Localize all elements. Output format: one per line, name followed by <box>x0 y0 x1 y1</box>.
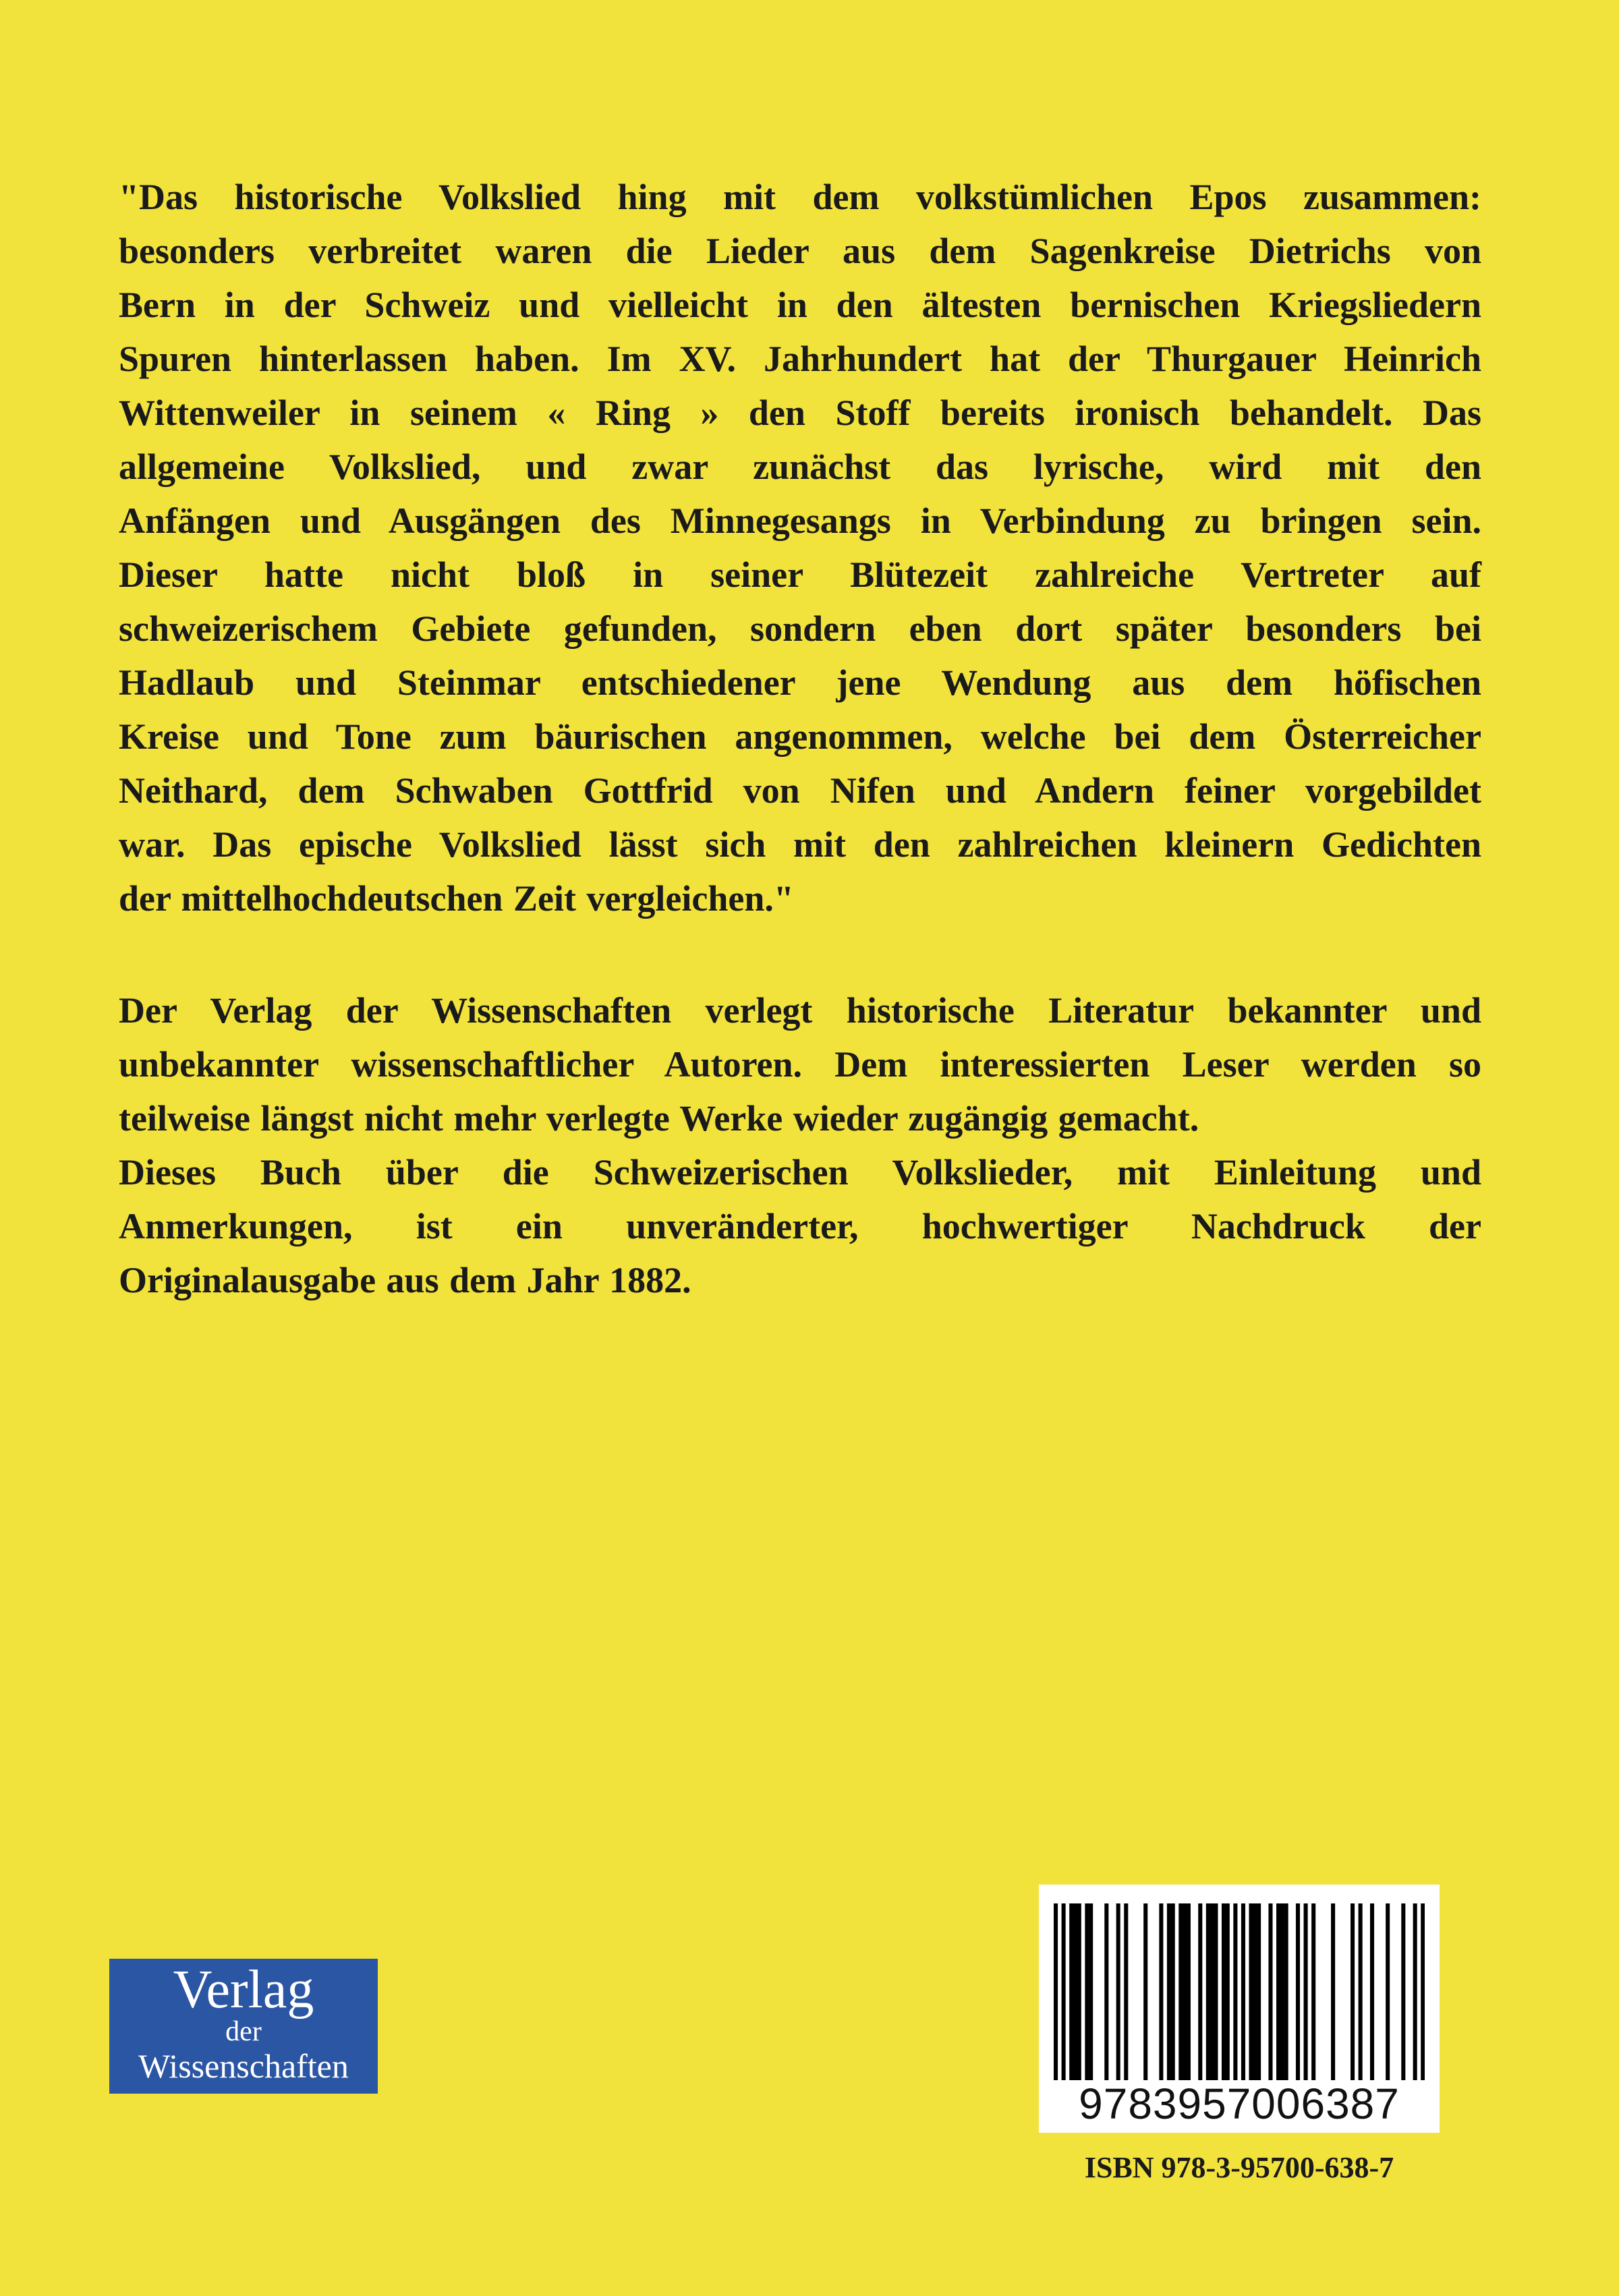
publisher-line: Der Verlag der Wissenschaften verlegt historische Literatur bekannter und <box>119 990 1481 1031</box>
barcode <box>1039 1885 1440 2133</box>
barcode-bar <box>1241 1903 1245 2080</box>
quote-line: Neithard, dem Schwaben Gottfrid von Nifen und Andern feiner vorgebildet <box>119 770 1481 811</box>
logo-line-der: der <box>225 2016 262 2047</box>
barcode-bar <box>1421 1903 1425 2080</box>
logo-line-wissenschaften: Wissenschaften <box>138 2047 349 2085</box>
publisher-line: Anmerkungen, ist ein unveränderter, hochwertiger Nachdruck der <box>119 1206 1481 1246</box>
barcode-bar <box>1296 1903 1300 2080</box>
barcode-bar <box>1233 1903 1237 2080</box>
logo-line-verlag: Verlag <box>173 1960 314 2019</box>
barcode-bar <box>1069 1903 1073 2080</box>
quote-paragraph <box>119 170 1481 925</box>
barcode-bar <box>1089 1903 1093 2080</box>
barcode-bar <box>1104 1903 1108 2080</box>
barcode-bar <box>1178 1903 1183 2080</box>
quote-line: allgemeine Volkslied, und zwar zunächst das lyrische, wird mit den <box>119 447 1481 487</box>
publisher-line: Dieses Buch über die Schweizerischen Volkslieder, mit Einleitung und <box>119 1152 1481 1193</box>
barcode-bars <box>1054 1903 1425 2080</box>
barcode-bar <box>1304 1903 1308 2080</box>
quote-line: der mittelhochdeutschen Zeit vergleichen." <box>119 878 794 919</box>
publisher-line: teilweise längst nicht mehr verlegte Werke wieder zugängig gemacht. <box>119 1098 1199 1139</box>
barcode-bar <box>1276 1903 1280 2080</box>
barcode-bar <box>1351 1903 1355 2080</box>
barcode-bar <box>1253 1903 1257 2080</box>
barcode-bar <box>1214 1903 1218 2080</box>
barcode-bar <box>1062 1903 1066 2080</box>
barcode-bar <box>1143 1903 1147 2080</box>
quote-line: "Das historische Volkslied hing mit dem volkstümlichen Epos zusammen: <box>119 177 1481 217</box>
barcode-bar <box>1413 1903 1417 2080</box>
barcode-bar <box>1171 1903 1175 2080</box>
barcode-bar <box>1359 1903 1363 2080</box>
barcode-bar <box>1206 1903 1210 2080</box>
quote-line: Anfängen und Ausgängen des Minnegesangs in Verbindung zu bringen sein. <box>119 500 1481 541</box>
barcode-bar <box>1257 1903 1261 2080</box>
barcode-bar <box>1331 1903 1335 2080</box>
publisher-line: unbekannter wissenschaftlicher Autoren. Dem interessierten Leser werden so <box>119 1044 1481 1085</box>
barcode-bar <box>1386 1903 1390 2080</box>
quote-line: besonders verbreitet waren die Lieder aus dem Sagenkreise Dietrichs von <box>119 231 1481 271</box>
quote-line: Wittenweiler in seinem « Ring » den Stoff bereits ironisch behandelt. Das <box>119 393 1481 433</box>
barcode-bar <box>1187 1903 1191 2080</box>
quote-line: schweizerischem Gebiete gefunden, sondern eben dort später besonders bei <box>119 608 1481 649</box>
publisher-logo <box>109 1959 378 2094</box>
barcode-bar <box>1311 1903 1315 2080</box>
barcode-digits: 9783957006387 <box>1079 2079 1400 2128</box>
barcode-bar <box>1226 1903 1230 2080</box>
isbn-number: ISBN 978-3-95700-638-7 <box>1084 2151 1394 2184</box>
barcode-bar <box>1085 1903 1089 2080</box>
quote-line: Dieser hatte nicht bloß in seiner Blütezeit zahlreiche Vertreter auf <box>119 554 1481 595</box>
barcode-bar <box>1210 1903 1214 2080</box>
quote-line: Spuren hinterlassen haben. Im XV. Jahrhundert hat der Thurgauer Heinrich <box>119 339 1481 379</box>
quote-line: Kreise und Tone zum bäurischen angenommen, welche bei dem Österreicher <box>119 716 1481 757</box>
barcode-bar <box>1284 1903 1288 2080</box>
barcode-bar <box>1116 1903 1120 2080</box>
barcode-bar <box>1054 1903 1058 2080</box>
barcode-bar <box>1077 1903 1081 2080</box>
barcode-bar <box>1198 1903 1202 2080</box>
barcode-bar <box>1073 1903 1077 2080</box>
barcode-bar <box>1183 1903 1187 2080</box>
barcode-bar <box>1268 1903 1272 2080</box>
barcode-bar <box>1280 1903 1284 2080</box>
barcode-bar <box>1249 1903 1253 2080</box>
barcode-bar <box>1124 1903 1128 2080</box>
barcode-bar <box>1401 1903 1405 2080</box>
barcode-bar <box>1370 1903 1374 2080</box>
barcode-bar <box>1167 1903 1171 2080</box>
quote-line: Hadlaub und Steinmar entschiedener jene Wendung aus dem höfischen <box>119 662 1481 703</box>
publisher-description <box>119 983 1481 1307</box>
quote-line: war. Das epische Volkslied lässt sich mit den zahlreichen kleinern Gedichten <box>119 824 1481 865</box>
barcode-bar <box>1159 1903 1163 2080</box>
publisher-line: Originalausgabe aus dem Jahr 1882. <box>119 1260 691 1300</box>
barcode-bar <box>1222 1903 1226 2080</box>
quote-line: Bern in der Schweiz und vielleicht in den ältesten bernischen Kriegsliedern <box>119 285 1481 325</box>
